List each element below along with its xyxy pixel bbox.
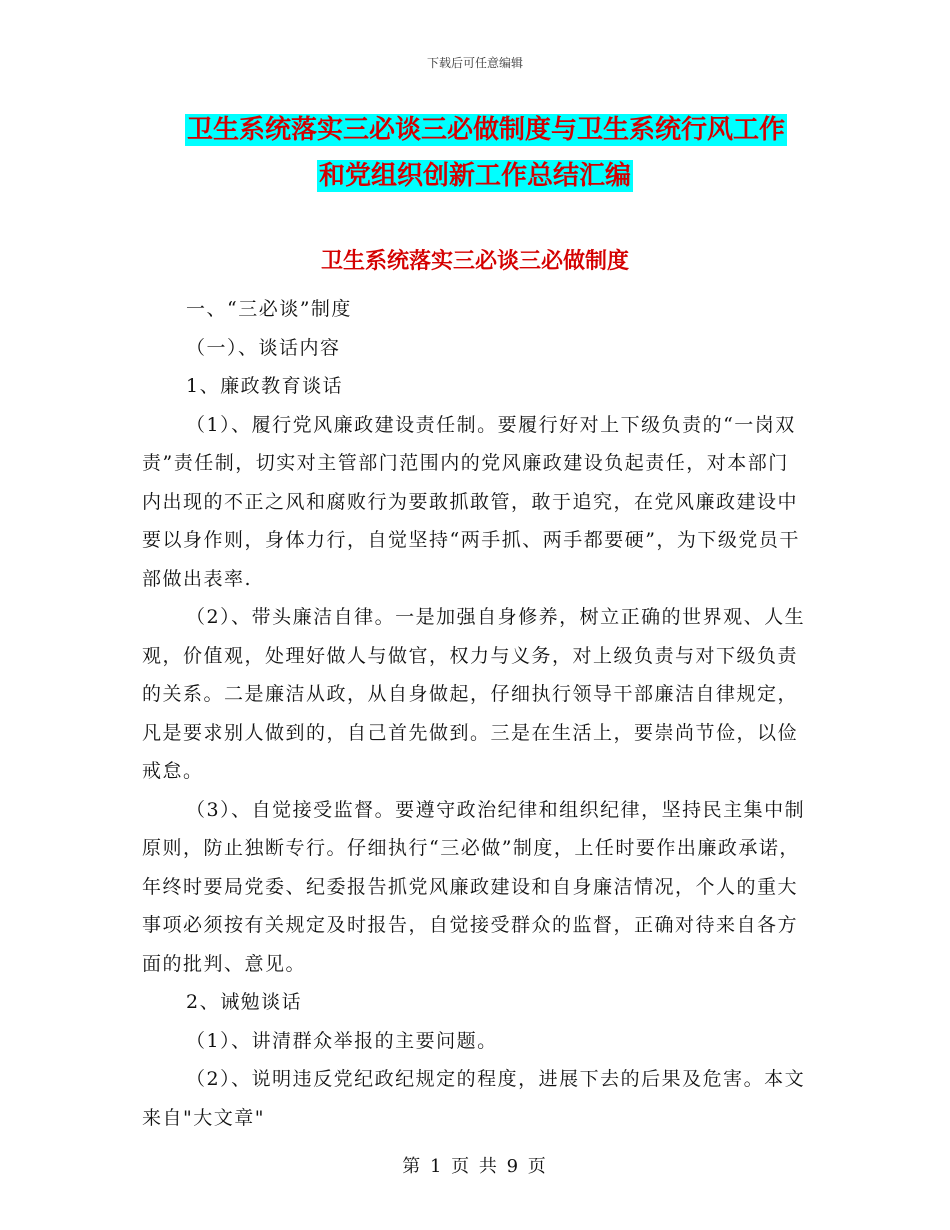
document-body: [142, 290, 808, 1137]
paragraph: （3）、自觉接受监督。要遵守政治纪律和组织纪律，坚持民主集中制原则，防止独断专行。仔细执行“三必做”制度，上任时要作出廉政承诺，年终时要局党委、纪委报告抓党风廉政建设和自身廉洁情况，个人的重大事项必须按有关规定及时报告，自觉接受群众的监督，正确对待来自各方面的批判、意见。: [142, 798, 806, 975]
heading-3: 1、廉政教育谈话: [186, 375, 344, 397]
section-title: 卫生系统落实三必谈三必做制度: [320, 249, 629, 274]
document-title-line-1: [0, 110, 950, 150]
document-title-line-2: [0, 156, 950, 196]
heading-2: （一）、谈话内容: [186, 336, 341, 359]
heading-4: 2、诫勉谈话: [186, 991, 303, 1013]
paragraph: （1）、履行党风廉政建设责任制。要履行好对上下级负责的“一岗双责”责任制，切实对主管部门范围内的党风廉政建设负起责任，对本部门内出现的不正之风和腐败行为要敢抓敢管，敢于追究，在党风廉政建设中要以身作则，身体力行，自觉坚持“两手抓、两手都要硬”，为下级党员干部做出表率.: [142, 413, 800, 590]
title-highlight: 和党组织创新工作总结汇编: [318, 161, 631, 191]
title-highlight: 卫生系统落实三必谈三必做制度与卫生系统行风工作: [186, 115, 785, 145]
paragraph: （2）、带头廉洁自律。一是加强自身修养，树立正确的世界观、人生观，价值观，处理好做人与做官，权力与义务，对上级负责与对下级负责的关系。二是廉洁从政，从自身做起，仔细执行领导干部廉洁自律规定，凡是要求别人做到的，自己首先做到。三是在生活上，要崇尚节俭，以俭戒怠。: [142, 606, 806, 782]
paragraph: （1）、讲清群众举报的主要问题。: [186, 1029, 498, 1052]
paragraph: （2）、说明违反党纪政纪规定的程度，进展下去的后果及危害。本文来自"大文章": [142, 1068, 806, 1129]
heading-1: 一、“三必谈”制度: [186, 298, 352, 320]
header-note: 下载后可任意编辑: [426, 56, 523, 70]
page-footer: 第 1 页 共 9 页: [402, 1156, 548, 1177]
